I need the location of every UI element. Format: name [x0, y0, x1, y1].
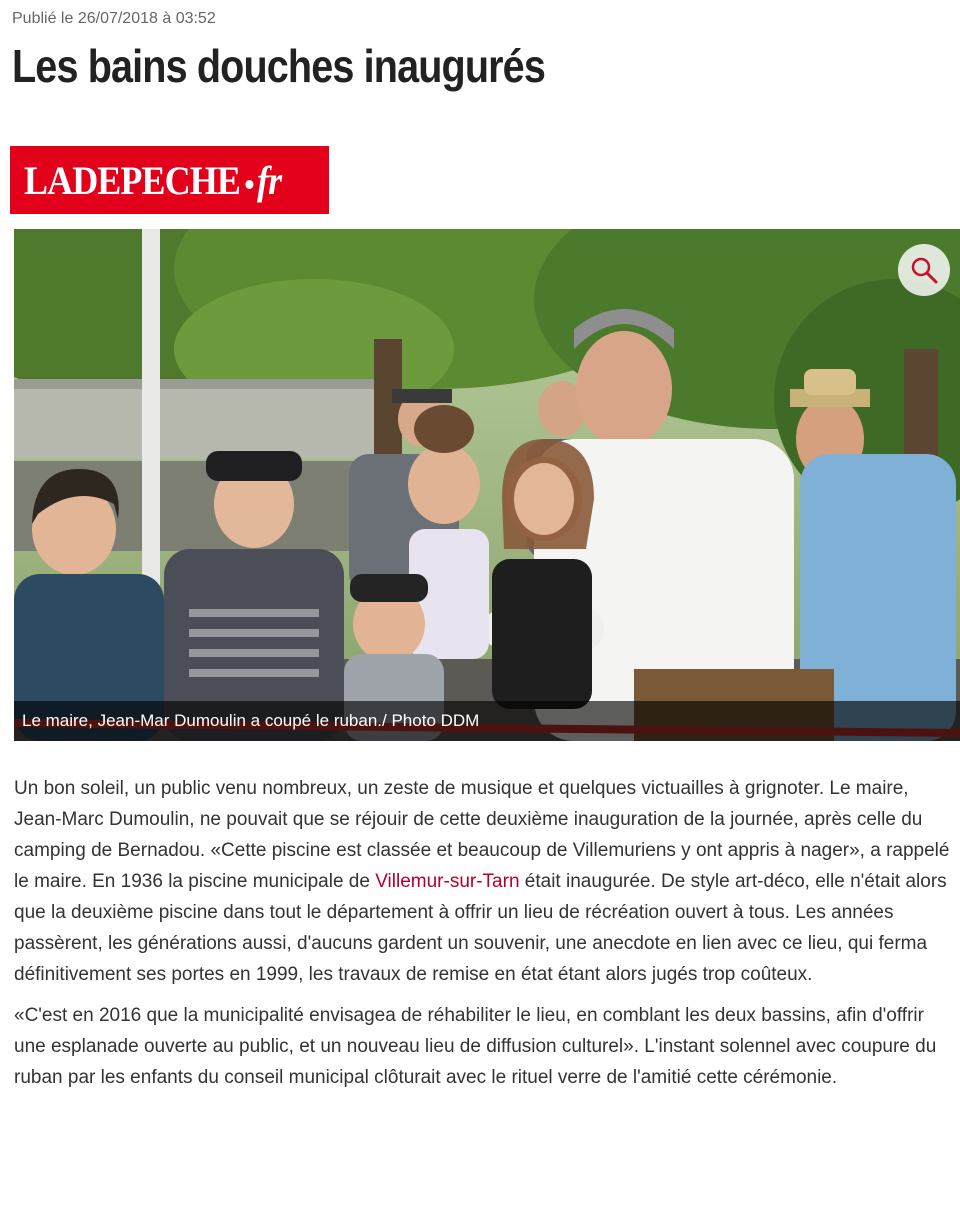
logo-dot — [245, 180, 253, 189]
photo-caption: Le maire, Jean-Mar Dumoulin a coupé le ruban./ Photo DDM — [14, 701, 960, 741]
paragraph-1 — [14, 773, 960, 990]
logo-suffix: fr — [257, 157, 282, 203]
paragraph-1-text-end: était inaugurée. De style art-déco, elle n'était alors que la deuxième piscine dans tout le département à offrir un lieu de récréation ouvert à tous. Les années passèrent, les générations aussi, d'aucuns gardent un souvenir, une anecdote en lien avec ce lieu, qui ferma définitivement ses portes en 1999, les travaux de remise en état étant alors jugés trop coûteux. — [14, 871, 947, 985]
ladepeche-logo[interactable] — [10, 146, 329, 214]
paragraph-1-text-start: Un bon soleil, un public venu nombreux, un zeste de musique et quelques victuailles à grignoter. Le maire, Jean-Marc Dumoulin, ne pouvait que se réjouir de cette deuxième inauguration de la journée, après celle du camping de Bernadou. «Cette piscine est classée et beaucoup de Villemuriens y ont appris à nager», a rappelé le maire. En 1936 la piscine municipale de — [14, 778, 950, 892]
zoom-button[interactable] — [898, 244, 950, 296]
publication-date: Publié le 26/07/2018 à 03:52 — [12, 10, 216, 27]
article-body — [14, 773, 960, 1103]
villemur-sur-tarn-link[interactable]: Villemur-sur-Tarn — [375, 871, 520, 892]
magnifier-icon — [909, 255, 939, 285]
photo-illustration — [14, 229, 960, 741]
paragraph-2: «C'est en 2016 que la municipalité envisagea de réhabiliter le lieu, en comblant les deux bassins, afin d'offrir une esplanade ouverte au public, et un nouveau lieu de diffusion culturel». L'instant solennel avec coupure du ruban par les enfants du conseil municipal clôturait avec le rituel verre de l'amitié cette cérémonie. — [14, 1005, 937, 1088]
article-photo[interactable] — [14, 229, 960, 741]
logo-wordmark — [24, 157, 281, 204]
logo-name: LADEPECHE — [24, 157, 240, 203]
article-title: Les bains douches inaugurés — [12, 40, 545, 92]
